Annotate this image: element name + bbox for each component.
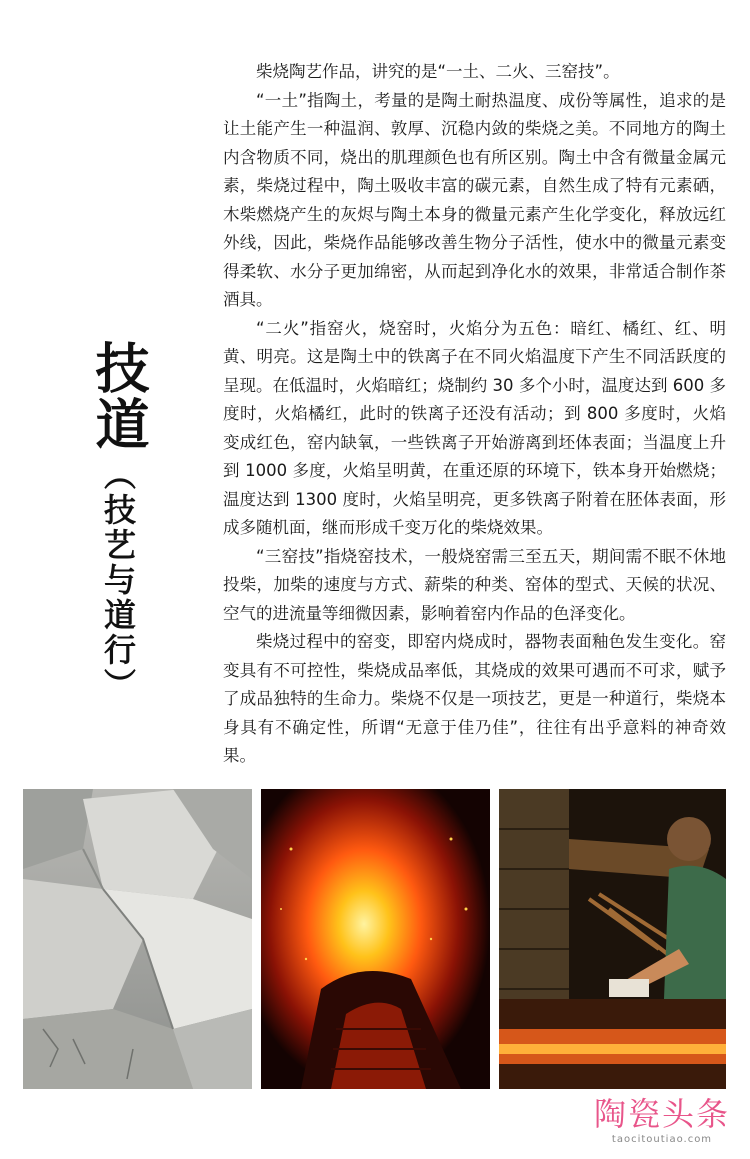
paragraph-fire: “二火”指窑火，烧窑时，火焰分为五色：暗红、橘红、红、明黄、明亮。这是陶土中的铁离子在不同火焰温度下产生不同活跃度的呈现。在低温时，火焰暗红；烧制约 30 多个小时，温度达到 600 多度时，火焰橘红，此时的铁离子还没有活动；到 800 多度时，火焰变成红色，窑内缺氧，一些铁离子开始游离到坯体表面；当温度上升到 1000 多度，火焰呈明黄，在重还原的环境下，铁本身开始燃烧；温度达到 1300 度时，火焰呈明亮，更多铁离子附着在胚体表面，形成多随机面，继而形成千变万化的柴烧效果。	[223, 318, 726, 537]
section-subtitle: （技艺与道行）	[99, 458, 137, 703]
paragraph-clay: “一土”指陶土，考量的是陶土耐热温度、成份等属性，追求的是让土能产生一种温润、敦厚、沉稳内敛的柴烧之美。不同地方的陶土内含物质不同，烧出的肌理颜色也有所区别。陶土中含有微量金属元素，柴烧过程中，陶土吸收丰富的碳元素，自然生成了特有元素硒，木柴燃烧产生的灰烬与陶土本身的微量元素产生化学变化，释放远红外线，因此，柴烧作品能够改善生物分子活性，使水中的微量元素变得柔软、水分子更加绵密，从而起到净化水的效果，非常适合制作茶酒具。	[223, 90, 726, 309]
watermark	[594, 1096, 730, 1145]
paragraph-intro: 柴烧陶艺作品，讲究的是“一土、二火、三窑技”。	[256, 62, 620, 81]
photo-strip	[23, 789, 726, 1089]
paragraph-kiln-change: 柴烧过程中的窑变，即窑内烧成时，器物表面釉色发生变化。窑变具有不可控性，柴烧成品率低，其烧成的效果可遇而不可求，赋予了成品独特的生命力。柴烧不仅是一项技艺，更是一种道行，柴烧本身具有不确定性，所谓“无意于佳乃佳”，往往有出乎意料的神奇效果。	[223, 632, 726, 765]
kiln-worker-photo	[499, 789, 726, 1089]
section-title: 技道	[87, 340, 150, 452]
watermark-url: taocitoutiao.com	[611, 1134, 713, 1145]
watermark-logo: 陶瓷头条	[593, 1095, 730, 1133]
kiln-fire-photo	[261, 789, 490, 1089]
paragraph-kiln-skill: “三窑技”指烧窑技术，一般烧窑需三至五天，期间需不眠不休地投柴，加柴的速度与方式、薪柴的种类、窑体的型式、天候的状况、空气的进流量等细微因素，影响着窑内作品的色泽变化。	[223, 546, 726, 623]
side-title	[82, 340, 154, 703]
clay-rock-photo	[23, 789, 252, 1089]
article-body	[223, 58, 726, 771]
